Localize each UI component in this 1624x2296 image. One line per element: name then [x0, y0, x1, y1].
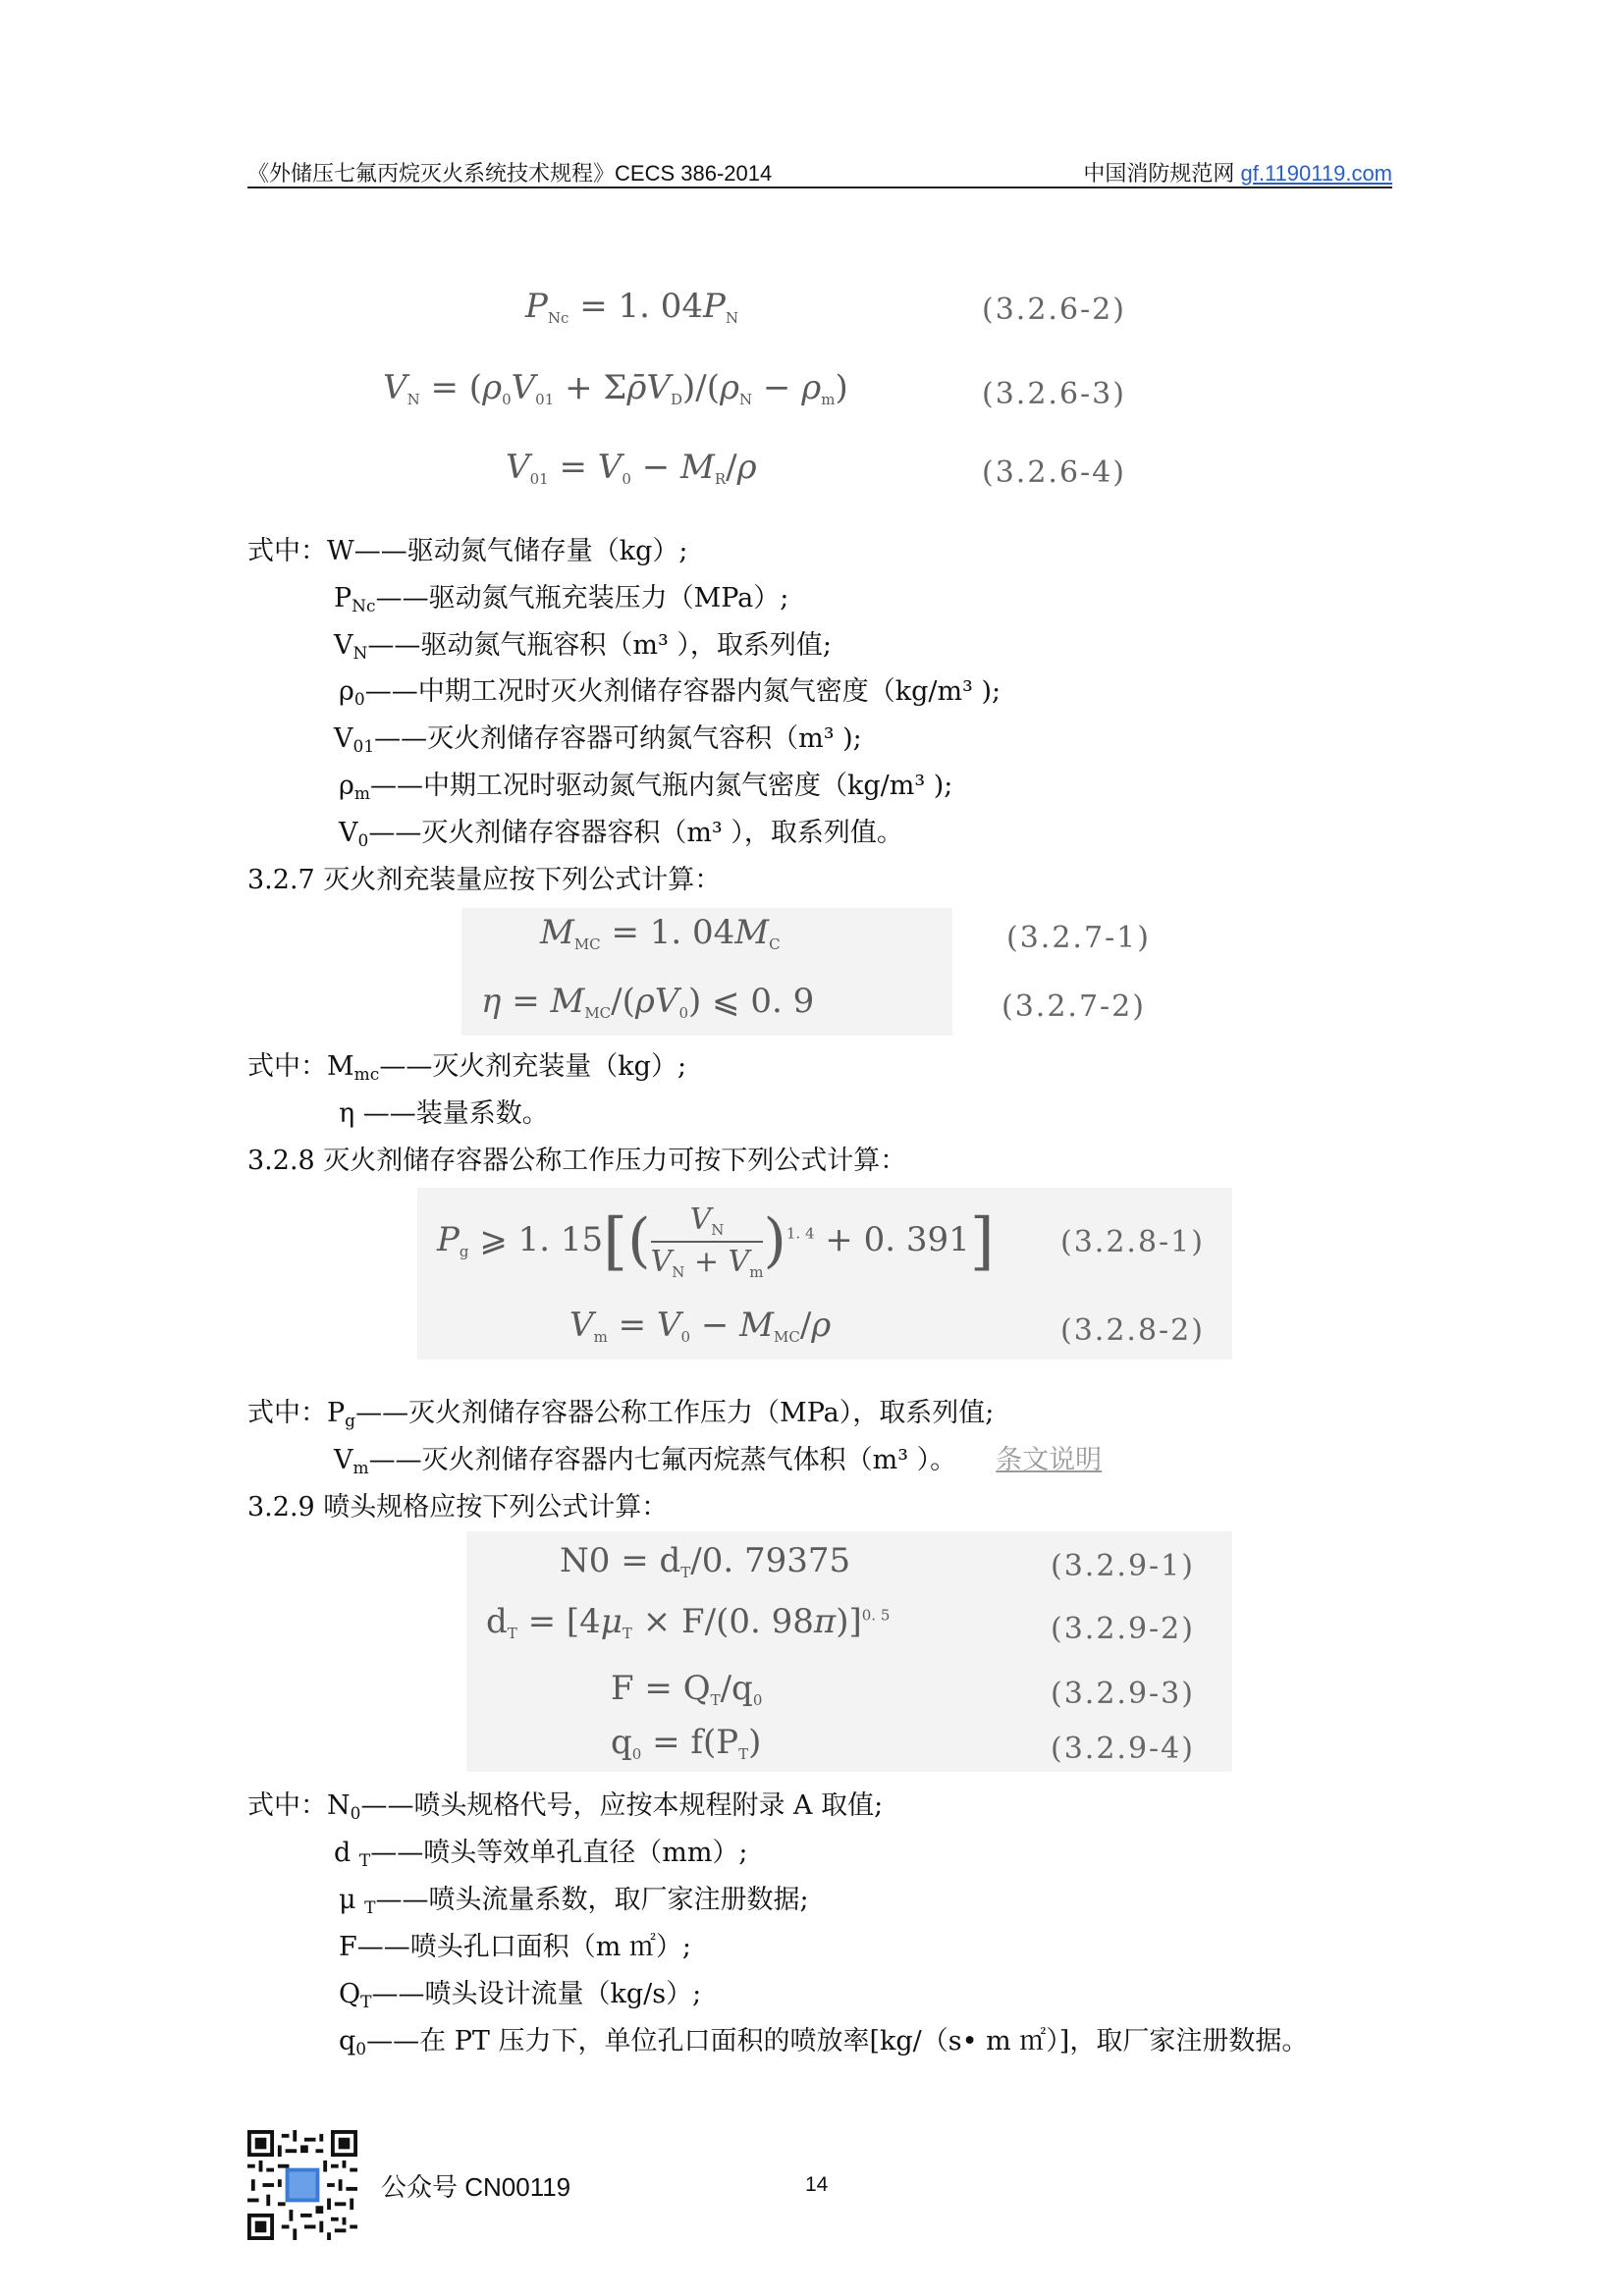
fraction: $\frac{V_N}{V_N + V_m}$	[650, 1202, 764, 1281]
def-line	[339, 675, 1001, 717]
def-desc: ——驱动氮气瓶容积（m³ ），取系列值;	[367, 630, 832, 661]
def-subscript: T	[360, 1993, 372, 2012]
def-desc: ——灭火剂充装量（kg）;	[379, 1051, 687, 1082]
def-subscript: m	[353, 784, 370, 804]
eqno-3-2-6-4: (3.2.6-4)	[982, 455, 1126, 490]
formula-3-2-6-2: $P_{Nc} = 1$. $04P_N$	[525, 287, 739, 327]
formula-3-2-8-1: $P_g$ ⩾ 1. 15[( $\frac{V_N}{V_N + V_m}$ )$^{1. 4}$ + 0. 391]	[437, 1202, 995, 1281]
formula-3-2-9-2: $d_T = [4\mu_T \times F/(0$. 98π)]$^{0. 5}$	[486, 1602, 891, 1642]
def-line	[334, 1444, 1102, 1485]
def-prefix: 式中：	[247, 1790, 327, 1821]
def-symbol: V	[334, 723, 353, 754]
def-subscript: g	[345, 1412, 356, 1431]
def-desc: ——驱动氮气储存量（kg）;	[353, 536, 688, 566]
formula-3-2-9-1: $N0 = d_T/0$. 79375	[560, 1541, 851, 1581]
def-symbol: d	[334, 1838, 359, 1868]
def-desc: ——在 PT 压力下，单位孔口面积的喷放率[kg/（s• m ㎡）]，取厂家注册数据。	[366, 2026, 1309, 2056]
def-desc: ——喷头等效单孔直径（mm）;	[370, 1838, 748, 1868]
def-subscript: N	[352, 644, 368, 664]
def-subscript: 0	[357, 831, 369, 851]
def-symbol: P	[327, 1398, 346, 1428]
formula-3-2-7-2: $\eta = M_{MC}/(\rho V_0)$ ⩽ 0. 9	[481, 982, 815, 1022]
def-desc: ——喷头孔口面积（m ㎡）;	[356, 1932, 692, 1962]
def-desc: ——驱动氮气瓶充装压力（MPa）;	[375, 583, 789, 614]
def-subscript: 0	[353, 690, 365, 710]
eqno-3-2-7-1: (3.2.7-1)	[1006, 921, 1151, 955]
def-subscript: m	[352, 1459, 369, 1478]
site-name: 中国消防规范网	[1083, 161, 1235, 186]
def-desc: ——中期工况时灭火剂储存容器内氮气密度（kg/m³ );	[364, 676, 1001, 707]
def-symbol: η	[339, 1098, 363, 1129]
def-symbol: q	[339, 2026, 356, 2056]
def-desc: ——喷头规格代号，应按本规程附录 A 取值;	[360, 1790, 884, 1821]
def-symbol: N	[327, 1790, 351, 1821]
def-desc: ——中期工况时驱动氮气瓶内氮气密度（kg/m³ );	[370, 771, 953, 801]
def-symbol: ρ	[339, 771, 354, 801]
site-link[interactable]: gf.1190119.com	[1240, 161, 1392, 186]
def-desc: ——灭火剂储存容器内七氟丙烷蒸气体积（m³ ）。	[368, 1445, 957, 1475]
site-info	[1083, 157, 1392, 187]
def-symbol: Q	[339, 1979, 361, 2009]
def-line	[339, 1097, 549, 1131]
def-line	[339, 1884, 809, 1925]
def-line	[247, 1789, 883, 1831]
clause-heading: 3.2.8 灭火剂储存容器公称工作压力可按下列公式计算：	[247, 1146, 907, 1176]
def-desc: ——装量系数。	[362, 1098, 549, 1129]
def-line	[339, 1978, 701, 2019]
formula-3-2-9-4: $q_0 = f(P_T)$	[611, 1723, 762, 1763]
def-line	[334, 722, 862, 764]
def-symbol: V	[339, 818, 358, 848]
eqno-3-2-9-3: (3.2.9-3)	[1051, 1677, 1195, 1711]
formula-3-2-9-3: $F = Q_T/q_0$	[611, 1669, 763, 1709]
def-line	[247, 535, 688, 568]
page-number: 14	[805, 2173, 829, 2196]
eqno-3-2-7-2: (3.2.7-2)	[1001, 989, 1146, 1024]
eqno-3-2-9-2: (3.2.9-2)	[1051, 1612, 1195, 1646]
def-line	[339, 817, 903, 858]
def-symbol: ρ	[339, 676, 354, 707]
def-symbol: V	[334, 630, 353, 661]
def-subscript: mc	[353, 1065, 380, 1085]
def-line	[247, 1397, 994, 1438]
def-prefix: 式中：	[247, 1398, 327, 1428]
def-symbol: μ	[339, 1885, 365, 1915]
def-subscript: 01	[352, 737, 375, 757]
formula-3-2-8-2: $V_m = V_0 - M_{MC}/\rho$	[569, 1306, 832, 1346]
def-subscript: 0	[350, 1804, 361, 1824]
def-subscript: T	[364, 1898, 376, 1918]
def-line	[334, 1837, 748, 1878]
def-desc: ——喷头设计流量（kg/s）;	[371, 1979, 702, 2009]
def-symbol: P	[334, 583, 352, 614]
formula-3-2-7-1: $M_{MC} = 1$. $04M_C$	[540, 913, 781, 953]
def-line	[247, 1050, 686, 1092]
def-prefix: 式中：	[247, 536, 327, 566]
def-desc: ——喷头流量系数，取厂家注册数据;	[375, 1885, 809, 1915]
formula-3-2-6-4: $V_{01} = V_0 - M_R/\rho$	[506, 448, 757, 488]
eqno-3-2-6-3: (3.2.6-3)	[982, 377, 1126, 411]
def-desc: ——灭火剂储存容器可纳氮气容积（m³ );	[374, 723, 862, 754]
def-line	[339, 1931, 691, 1964]
wechat-account: 公众号 CN00119	[381, 2172, 571, 2202]
def-subscript: 0	[355, 2040, 367, 2059]
def-line	[339, 2025, 1308, 2066]
qr-code-icon	[247, 2130, 357, 2240]
def-line	[339, 770, 952, 811]
def-desc: ——灭火剂储存容器公称工作压力（MPa），取系列值;	[355, 1398, 995, 1428]
def-symbol: F	[339, 1932, 357, 1962]
commentary-link[interactable]: 条文说明	[996, 1445, 1103, 1475]
document-title: 《外储压七氟丙烷灭火系统技术规程》CECS 386-2014	[247, 161, 773, 186]
formula-3-2-6-3: $V_N = (\rho_0V_{01}$ + $\Sigma\rhōV_D)/(\rho_N - \rho_m)$	[383, 368, 848, 408]
eqno-3-2-8-1: (3.2.8-1)	[1060, 1225, 1205, 1259]
def-line	[334, 582, 788, 623]
def-subscript: T	[358, 1851, 371, 1871]
def-line	[334, 629, 832, 670]
eqno-3-2-6-2: (3.2.6-2)	[982, 293, 1126, 327]
eqno-3-2-9-1: (3.2.9-1)	[1051, 1549, 1195, 1583]
def-symbol: M	[327, 1051, 354, 1082]
def-desc: ——灭火剂储存容器容积（m³ ），取系列值。	[368, 818, 903, 848]
def-subscript: Nc	[352, 597, 376, 616]
eqno-3-2-9-4: (3.2.9-4)	[1051, 1732, 1195, 1766]
def-symbol: W	[327, 536, 354, 566]
def-symbol: V	[334, 1445, 353, 1475]
clause-heading: 3.2.9 喷头规格应按下列公式计算：	[247, 1492, 669, 1522]
page-header	[247, 157, 1392, 188]
eqno-3-2-8-2: (3.2.8-2)	[1060, 1313, 1205, 1348]
clause-heading: 3.2.7 灭火剂充装量应按下列公式计算：	[247, 865, 722, 895]
def-prefix: 式中：	[247, 1051, 327, 1082]
